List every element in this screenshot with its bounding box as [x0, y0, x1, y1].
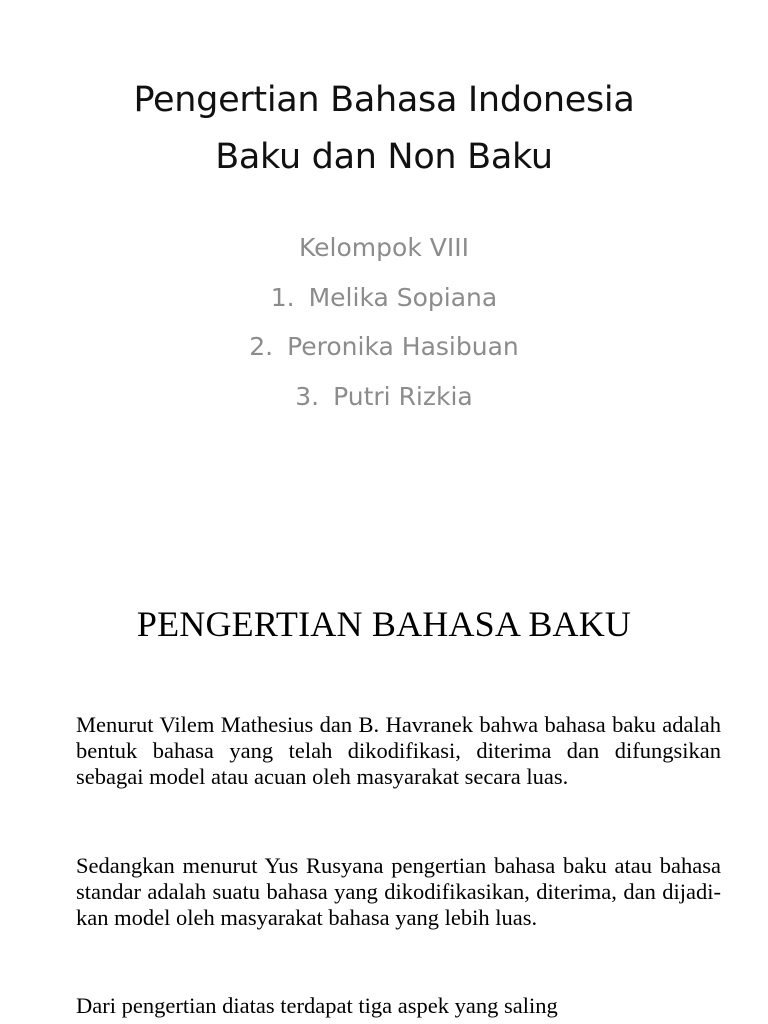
group-label: Kelompok VIII [299, 233, 469, 262]
slide-title-line-1: Pengertian Bahasa Indonesia [133, 80, 635, 120]
slide-subtitle [0, 228, 768, 426]
paragraph-2: Sedangkan menurut Yus Rusyana pengertian bahasa baku atau bahasa standar adalah suatu bahasa yang dikodifikasikan, diterima, dan dijadi-kan model oleh masyarakat bahasa yang lebih luas. [76, 853, 721, 930]
member-name: Putri Rizkia [333, 381, 473, 411]
member-name: Melika Sopiana [308, 282, 498, 312]
slide-title-line-2: Baku dan Non Baku [215, 137, 553, 177]
slide-title [0, 72, 768, 186]
member-item [0, 377, 768, 427]
member-number: 1. [270, 282, 295, 312]
member-number: 2. [249, 332, 274, 361]
member-number: 3. [295, 381, 320, 411]
member-item [0, 327, 768, 377]
paragraph-3: Dari pengertian diatas terdapat tiga aspek yang saling [76, 993, 558, 1018]
section-heading: PENGERTIAN BAHASA BAKU [136, 604, 632, 644]
member-item [0, 278, 768, 328]
member-name: Peronika Hasibuan [287, 332, 519, 361]
paragraph-1: Menurut Vilem Mathesius dan B. Havranek bahwa bahasa baku adalah bentuk bahasa yang telah dikodifikasi, diterima dan difungsikan sebagai model atau acuan oleh masyarakat secara luas. [76, 712, 721, 789]
